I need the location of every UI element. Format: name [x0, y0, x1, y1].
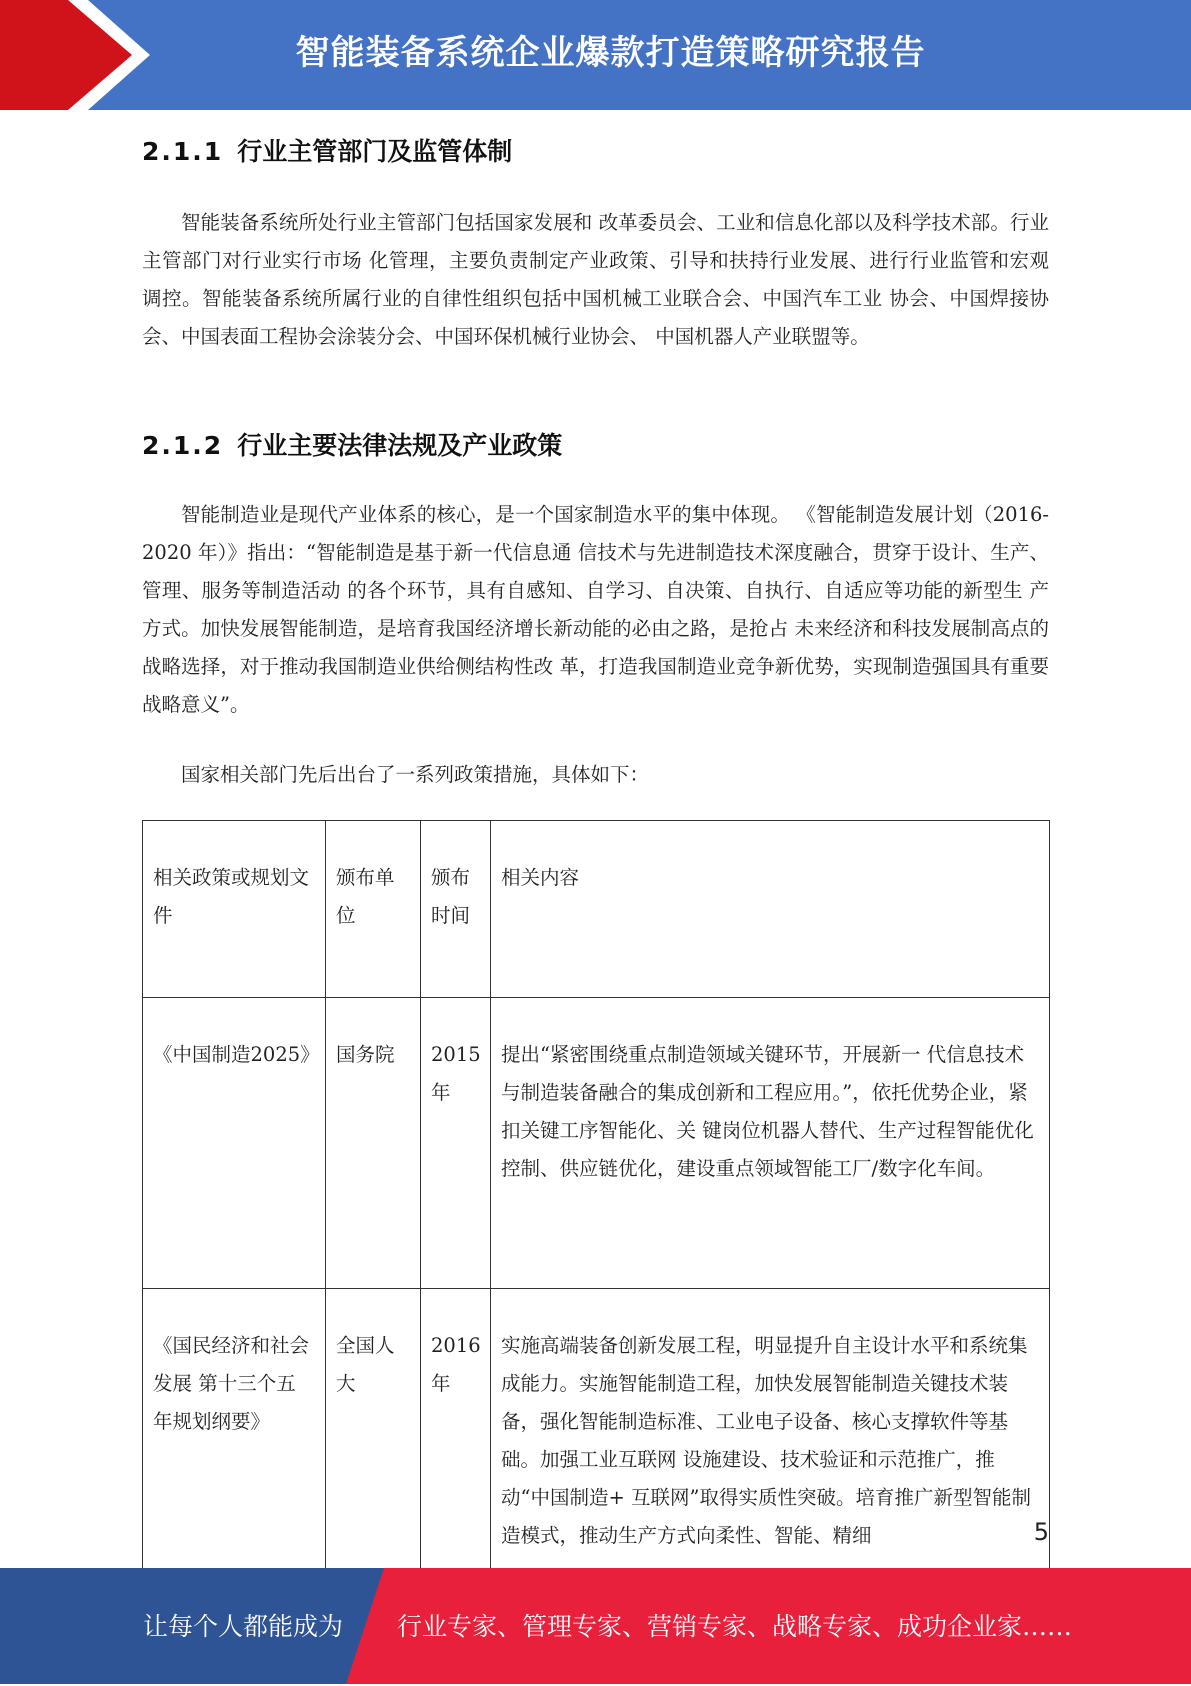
page-number: 5 [1033, 1518, 1049, 1546]
section-title: 行业主要法律法规及产业政策 [237, 431, 563, 460]
section-number: 2.1.1 [142, 137, 224, 166]
header-cell-policy: 相关政策或规划文件 [143, 821, 326, 998]
cell-date: 2016年 [421, 1289, 491, 1586]
section-number: 2.1.2 [142, 431, 224, 460]
policy-table [142, 820, 1050, 1586]
header-cell-issuer: 颁布单位 [326, 821, 421, 998]
section-heading-2-1-1 [142, 132, 512, 168]
table-header-row [143, 821, 1050, 998]
header-cell-date: 颁布时间 [421, 821, 491, 998]
cell-issuer: 全国人大 [326, 1289, 421, 1586]
cell-content: 提出“紧密围绕重点制造领域关键环节，开展新一 代信息技术与制造装备融合的集成创新和工程应用。”，依托优势企业，紧扣关键工序智能化、关 键岗位机器人替代、生产过程智能优化控制、供应链优化，建设重点领域智能工厂/数字化车间。 [491, 998, 1050, 1289]
cell-date: 2015年 [421, 998, 491, 1289]
section-title: 行业主管部门及监管体制 [237, 137, 513, 166]
section-heading-2-1-2 [142, 426, 562, 462]
footer-slogan-right: 行业专家、管理专家、营销专家、战略专家、成功企业家…… [397, 1612, 1073, 1641]
header-cell-content: 相关内容 [491, 821, 1050, 998]
table-row [143, 1289, 1050, 1586]
cell-content: 实施高端装备创新发展工程，明显提升自主设计水平和系统集成能力。实施智能制造工程，加快发展智能制造关键技术装备，强化智能制造标准、工业电子设备、核心支撑软件等基础。加强工业互联网 设施建设、技术验证和示范推广，推动“中国制造+ 互联网”取得实质性突破。培育推广新型智能制造模式，推动生产方式向柔性、智能、精细 [501, 1334, 1031, 1547]
section-2-1-1-paragraph: 智能装备系统所处行业主管部门包括国家发展和 改革委员会、工业和信息化部以及科学技术部。行业主管部门对行业实行市场 化管理，主要负责制定产业政策、引导和扶持行业发展、进行行业监管和宏观 调控。智能装备系统所属行业的自律性组织包括中国机械工业联合会、中国汽车工业 协会、中国焊接协会、中国表面工程协会涂装分会、中国环保机械行业协会、 中国机器人产业联盟等。 [142, 211, 1049, 348]
section-2-1-2-paragraph-1: 智能制造业是现代产业体系的核心，是一个国家制造水平的集中体现。 《智能制造发展计划（2016-2020 年）》指出：“智能制造是基于新一代信息通 信技术与先进制造技术深度融合，贯穿于设计、生产、管理、服务等制造活动 的各个环节，具有自感知、自学习、自决策、自执行、自适应等功能的新型生 产方式。加快发展智能制造，是培育我国经济增长新动能的必由之路，是抢占 未来经济和科技发展制高点的战略选择，对于推动我国制造业供给侧结构性改 革，打造我国制造业竞争新优势，实现制造强国具有重要战略意义”。 [142, 503, 1049, 716]
cell-issuer: 国务院 [326, 998, 421, 1289]
section-2-1-2-paragraph-2: 国家相关部门先后出台了一系列政策措施，具体如下： [181, 763, 650, 786]
cell-policy: 《国民经济和社会发展 第十三个五年规划纲要》 [143, 1289, 326, 1586]
header-banner [0, 0, 1191, 110]
footer-banner [0, 1568, 1191, 1684]
cell-policy: 《中国制造2025》 [143, 998, 326, 1289]
table-row [143, 998, 1050, 1289]
cell-content-wrapper [491, 1289, 1050, 1586]
footer-slogan-left: 让每个人都能成为 [143, 1612, 344, 1641]
report-title: 智能装备系统企业爆款打造策略研究报告 [295, 33, 926, 73]
